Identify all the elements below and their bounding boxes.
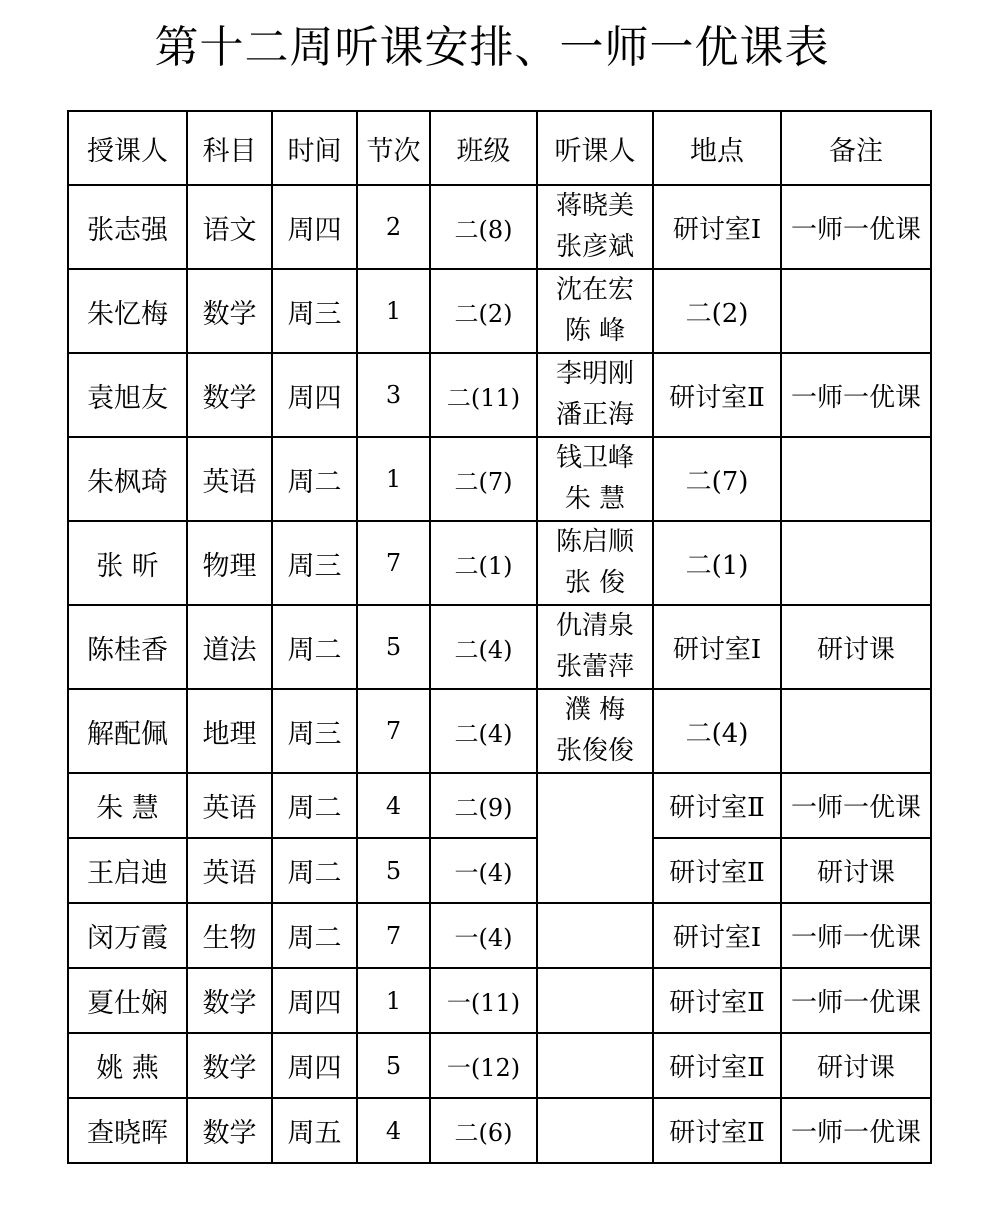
header-row	[68, 111, 931, 185]
subject-cell: 数学	[187, 1033, 272, 1098]
observers-cell	[537, 968, 653, 1033]
teacher-cell: 朱枫琦	[68, 437, 187, 521]
observer-name: 蒋晓美	[555, 191, 634, 221]
note-cell: 研讨课	[781, 605, 931, 689]
teacher-cell: 朱 慧	[68, 773, 187, 838]
subject-cell: 英语	[187, 437, 272, 521]
observer-name: 张俊俊	[555, 736, 634, 766]
observers-cell	[537, 1033, 653, 1098]
period-cell: 7	[357, 903, 430, 968]
observer-name: 钱卫峰	[555, 443, 634, 473]
period-cell: 7	[357, 689, 430, 773]
subject-cell: 英语	[187, 773, 272, 838]
class-cell: 一(4)	[430, 838, 537, 903]
teacher-cell: 解配佩	[68, 689, 187, 773]
observer-name: 陈启顺	[555, 527, 634, 557]
location-cell: 研讨室Ⅱ	[653, 838, 781, 903]
subject-cell: 数学	[187, 269, 272, 353]
period-cell: 7	[357, 521, 430, 605]
location-cell: 二(4)	[653, 689, 781, 773]
observer-name: 张彦斌	[555, 232, 634, 262]
day-cell: 周二	[272, 903, 357, 968]
location-cell: 二(7)	[653, 437, 781, 521]
teacher-cell: 王启迪	[68, 838, 187, 903]
teacher-cell: 夏仕娴	[68, 968, 187, 1033]
table-row	[68, 1098, 931, 1163]
day-cell: 周二	[272, 838, 357, 903]
location-cell: 研讨室I	[653, 605, 781, 689]
observers-cell	[537, 605, 653, 689]
subject-cell: 数学	[187, 353, 272, 437]
location-cell: 二(1)	[653, 521, 781, 605]
schedule-table	[67, 110, 932, 1164]
teacher-cell: 张 昕	[68, 521, 187, 605]
teacher-cell: 朱忆梅	[68, 269, 187, 353]
observers-cell	[537, 521, 653, 605]
header-period: 节次	[357, 111, 430, 185]
table-row	[68, 353, 931, 437]
class-cell: 二(9)	[430, 773, 537, 838]
day-cell: 周四	[272, 185, 357, 269]
header-location: 地点	[653, 111, 781, 185]
subject-cell: 数学	[187, 1098, 272, 1163]
subject-cell: 道法	[187, 605, 272, 689]
class-cell: 二(1)	[430, 521, 537, 605]
header-teacher: 授课人	[68, 111, 187, 185]
table-row	[68, 185, 931, 269]
table-row	[68, 605, 931, 689]
day-cell: 周三	[272, 269, 357, 353]
note-cell	[781, 521, 931, 605]
class-cell: 二(11)	[430, 353, 537, 437]
table-row	[68, 838, 931, 903]
table-row	[68, 269, 931, 353]
observers-cell	[537, 903, 653, 968]
header-time: 时间	[272, 111, 357, 185]
observers-cell	[537, 437, 653, 521]
table-row	[68, 689, 931, 773]
observer-name: 潘正海	[555, 400, 634, 430]
table-row	[68, 437, 931, 521]
observer-name: 濮 梅	[564, 695, 626, 725]
period-cell: 3	[357, 353, 430, 437]
teacher-cell: 陈桂香	[68, 605, 187, 689]
page-title: 第十二周听课安排、一师一优课表	[154, 22, 830, 73]
observer-name: 张 俊	[564, 568, 626, 598]
day-cell: 周四	[272, 353, 357, 437]
period-cell: 1	[357, 269, 430, 353]
table-row	[68, 773, 931, 838]
teacher-cell: 查晓晖	[68, 1098, 187, 1163]
observers-cell	[537, 353, 653, 437]
note-cell: 研讨课	[781, 838, 931, 903]
location-cell: 研讨室Ⅱ	[653, 353, 781, 437]
table-row	[68, 903, 931, 968]
subject-cell: 数学	[187, 968, 272, 1033]
note-cell: 一师一优课	[781, 968, 931, 1033]
header-class: 班级	[430, 111, 537, 185]
observers-cell	[537, 689, 653, 773]
class-cell: 一(4)	[430, 903, 537, 968]
header-note: 备注	[781, 111, 931, 185]
period-cell: 4	[357, 773, 430, 838]
class-cell: 二(6)	[430, 1098, 537, 1163]
period-cell: 1	[357, 437, 430, 521]
day-cell: 周二	[272, 437, 357, 521]
subject-cell: 地理	[187, 689, 272, 773]
table-row	[68, 1033, 931, 1098]
location-cell: 研讨室I	[653, 903, 781, 968]
observer-name: 沈在宏	[555, 275, 634, 305]
note-cell	[781, 269, 931, 353]
observers-cell-merged	[537, 773, 653, 903]
observer-name: 朱 慧	[564, 484, 626, 514]
note-cell: 一师一优课	[781, 353, 931, 437]
teacher-cell: 张志强	[68, 185, 187, 269]
location-cell: 研讨室Ⅱ	[653, 968, 781, 1033]
subject-cell: 生物	[187, 903, 272, 968]
observer-name: 陈 峰	[564, 316, 626, 346]
note-cell: 一师一优课	[781, 1098, 931, 1163]
note-cell: 一师一优课	[781, 185, 931, 269]
day-cell: 周三	[272, 689, 357, 773]
observers-cell	[537, 185, 653, 269]
note-cell: 一师一优课	[781, 773, 931, 838]
note-cell: 研讨课	[781, 1033, 931, 1098]
table-row	[68, 521, 931, 605]
note-cell: 一师一优课	[781, 903, 931, 968]
location-cell: 研讨室Ⅱ	[653, 1098, 781, 1163]
header-subject: 科目	[187, 111, 272, 185]
teacher-cell: 姚 燕	[68, 1033, 187, 1098]
period-cell: 1	[357, 968, 430, 1033]
class-cell: 二(7)	[430, 437, 537, 521]
location-cell: 研讨室Ⅱ	[653, 773, 781, 838]
teacher-cell: 袁旭友	[68, 353, 187, 437]
observers-cell	[537, 269, 653, 353]
day-cell: 周四	[272, 1033, 357, 1098]
location-cell: 研讨室Ⅱ	[653, 1033, 781, 1098]
observer-name: 张蕾萍	[555, 652, 634, 682]
note-cell	[781, 689, 931, 773]
period-cell: 5	[357, 838, 430, 903]
header-observers: 听课人	[537, 111, 653, 185]
class-cell: 一(11)	[430, 968, 537, 1033]
table-row	[68, 968, 931, 1033]
subject-cell: 英语	[187, 838, 272, 903]
observer-name: 李明刚	[555, 359, 634, 389]
class-cell: 二(4)	[430, 605, 537, 689]
class-cell: 二(8)	[430, 185, 537, 269]
day-cell: 周二	[272, 605, 357, 689]
class-cell: 二(4)	[430, 689, 537, 773]
observer-name: 仇清泉	[555, 611, 634, 641]
location-cell: 研讨室I	[653, 185, 781, 269]
location-cell: 二(2)	[653, 269, 781, 353]
note-cell	[781, 437, 931, 521]
observers-cell	[537, 1098, 653, 1163]
period-cell: 5	[357, 1033, 430, 1098]
subject-cell: 语文	[187, 185, 272, 269]
day-cell: 周四	[272, 968, 357, 1033]
class-cell: 二(2)	[430, 269, 537, 353]
day-cell: 周三	[272, 521, 357, 605]
day-cell: 周二	[272, 773, 357, 838]
subject-cell: 物理	[187, 521, 272, 605]
period-cell: 2	[357, 185, 430, 269]
teacher-cell: 闵万霞	[68, 903, 187, 968]
period-cell: 4	[357, 1098, 430, 1163]
class-cell: 一(12)	[430, 1033, 537, 1098]
period-cell: 5	[357, 605, 430, 689]
day-cell: 周五	[272, 1098, 357, 1163]
